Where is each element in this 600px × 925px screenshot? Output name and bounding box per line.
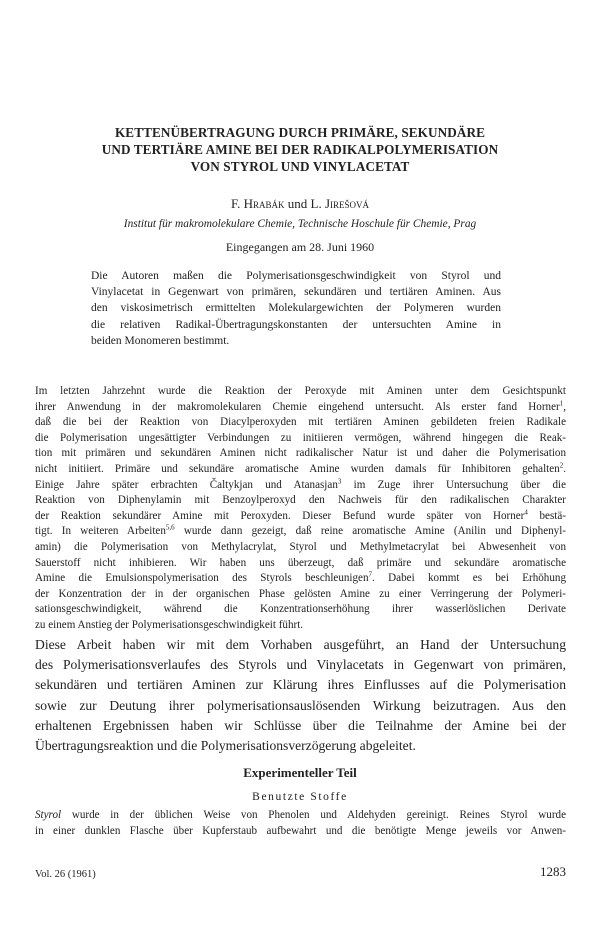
intro-text: der Konzentration der in der organischen Phase gelösten Amine zu einer Verringerung der Polymeri- bbox=[35, 587, 566, 600]
intro-text: Reaktion von Diphenylamin mit Benzoylperoxyd den Nachweis für den radikalischen Charakter bbox=[35, 494, 566, 507]
intro-text: zu einem Anstieg der Polymerisationsgeschwindigkeit führt. bbox=[35, 618, 304, 631]
aim-line: erhaltenen Ergebnissen haben wir Schlüsse über die Teilnahme der Amine bei der bbox=[35, 717, 566, 733]
abstract-line: den viskosimetrisch ermittelten Molekulargewichten der Polymeren wurden bbox=[91, 302, 501, 315]
intro-line bbox=[35, 587, 566, 603]
materials-paragraph bbox=[35, 808, 566, 839]
subsection-heading: Benutzte Stoffe bbox=[252, 791, 348, 803]
intro-text: . Dabei kommt es bei Erhöhung bbox=[372, 572, 566, 585]
page-number: 1283 bbox=[540, 864, 566, 879]
intro-text: der Reaktion sekundärer Amine mit Peroxyden. Dieser Befund wurde später von Horner bbox=[35, 509, 525, 522]
introduction-paragraph bbox=[35, 384, 566, 634]
intro-line bbox=[35, 400, 566, 416]
author-name: F. Hrabák bbox=[230, 196, 285, 211]
title-line: UND TERTIÄRE AMINE BEI DER RADIKALPOLYMERISATION bbox=[101, 142, 499, 157]
aim-line: sekundären und tertiären Aminen zur Klärung ihres Einflusses auf die Polymerisation bbox=[35, 677, 566, 693]
intro-line bbox=[35, 493, 566, 509]
intro-line bbox=[35, 571, 566, 587]
intro-line bbox=[35, 462, 566, 478]
aim-line: Diese Arbeit haben wir mit dem Vorhaben ausgeführt, an Hand der Untersuchung bbox=[35, 637, 566, 652]
intro-text: ihrer Anwendung in der makromolekularen Chemie eingehend untersucht. Als erster fand Horner bbox=[35, 400, 560, 413]
intro-text: Einige Jahre später erbrachten Čaltykjan und Atanasjan bbox=[35, 478, 338, 491]
intro-line bbox=[35, 415, 566, 431]
received-date: Eingegangen am 28. Juni 1960 bbox=[225, 240, 375, 254]
styrol-term: Styrol bbox=[35, 809, 62, 821]
paper-title bbox=[60, 124, 540, 175]
intro-text: Amine die Emulsionspolymerisation des Styrols beschleunigen bbox=[35, 572, 369, 585]
intro-text: tion mit primären und sekundären Aminen nicht radikalischer Natur ist und daher die Polymerisation bbox=[35, 447, 566, 460]
intro-text: tigt. In weiteren Arbeiten bbox=[35, 525, 166, 538]
intro-text: Sauerstoff nicht inhibieren. Wir haben uns überzeugt, daß primäre und sekundäre aromatische bbox=[35, 556, 566, 569]
reference-superscript: 3 bbox=[337, 476, 342, 485]
intro-text: wurde dann gezeigt, daß reine aromatische Amine (Anilin und Diphenyl- bbox=[174, 525, 566, 538]
intro-text: amin) die Polymerisation von Methylacrylat, Styrol und Methylmetacrylat bei Abwesenheit von bbox=[35, 540, 566, 553]
reference-superscript: 1 bbox=[559, 398, 564, 407]
aim-line: Übertragungsreaktion und die Polymerisationsverzögerung abgeleitet. bbox=[35, 738, 416, 754]
intro-line bbox=[35, 556, 566, 572]
title-line: KETTENÜBERTRAGUNG DURCH PRIMÄRE, SEKUNDÄRE bbox=[114, 125, 486, 140]
intro-line bbox=[35, 540, 566, 556]
intro-line bbox=[35, 478, 566, 494]
author-name: L. Jirešová bbox=[310, 196, 370, 211]
intro-text: . bbox=[563, 462, 566, 475]
author-separator: und bbox=[287, 196, 308, 211]
abstract-line: beiden Monomeren bestimmt. bbox=[91, 334, 230, 347]
intro-line bbox=[35, 431, 566, 447]
materials-line-text: wurde in der üblichen Weise von Phenolen und Aldehyden gereinigt. Reines Styrol wurde bbox=[61, 809, 566, 821]
aim-line: sowie zur Deutung ihrer polymerisationsauslösenden Wirkung beizutragen. Aus den bbox=[35, 697, 566, 713]
aim-paragraph bbox=[35, 635, 566, 756]
reference-superscript: 5,6 bbox=[165, 523, 175, 532]
intro-line bbox=[35, 524, 566, 540]
intro-text: bestä- bbox=[527, 509, 567, 522]
intro-line bbox=[35, 602, 566, 618]
reference-superscript: 7 bbox=[368, 570, 373, 579]
materials-line: in einer dunklen Flasche über Kupferstaub aufbewahrt und die benötigte Menge jeweils vor Anwen- bbox=[35, 824, 566, 837]
intro-text: nicht initiiert. Primäre und sekundäre aromatische Amine wurden damals für Inhibitoren gehalten bbox=[35, 462, 560, 475]
title-line: VON STYROL UND VINYLACETAT bbox=[190, 159, 410, 174]
intro-text: die Polymerisation ungesättigter Verbindungen zu initiieren vermögen, während hingegen die Reak- bbox=[35, 431, 566, 444]
reference-superscript: 4 bbox=[524, 508, 528, 517]
aim-line: des Polymerisationsverlaufes des Styrols und Vinylacetats in Gegenwart von primären, bbox=[35, 657, 566, 673]
institute-affiliation: Institut für makromolekulare Chemie, Technische Hoschule für Chemie, Prag bbox=[123, 218, 477, 230]
intro-text: sationsgeschwindigkeit, während die Konzentrationserhöhung ihrer wasserlöslichen Derivate bbox=[35, 603, 566, 616]
intro-line bbox=[35, 509, 566, 525]
materials-line bbox=[35, 808, 566, 824]
abstract-line: die relativen Radikal-Übertragungskonstanten der untersuchten Amine in bbox=[91, 318, 501, 331]
intro-text: daß die bei der Reaktion von Diacylperoxyden mit tertiären Aminen gebildeten freien Radikale bbox=[35, 416, 566, 429]
abstract-line: Vinylacetat in Gegenwart von primären, sekundären und tertiären Aminen. Aus bbox=[91, 286, 501, 299]
reference-superscript: 2 bbox=[559, 461, 564, 470]
section-heading: Experimenteller Teil bbox=[243, 765, 357, 780]
intro-line bbox=[35, 618, 566, 634]
abstract bbox=[91, 268, 501, 349]
intro-line bbox=[35, 384, 566, 400]
journal-volume: Vol. 26 (1961) bbox=[35, 869, 96, 880]
abstract-line: Die Autoren maßen die Polymerisationsgeschwindigkeit von Styrol und bbox=[91, 270, 501, 282]
intro-text: im Zuge ihrer Untersuchung über die bbox=[341, 478, 567, 491]
intro-text: Im letzten Jahrzehnt wurde die Reaktion der Peroxyde mit Aminen unter dem Gesichtspunkt bbox=[35, 385, 566, 397]
intro-line bbox=[35, 446, 566, 462]
intro-text: , bbox=[563, 400, 566, 413]
authors bbox=[60, 196, 540, 212]
